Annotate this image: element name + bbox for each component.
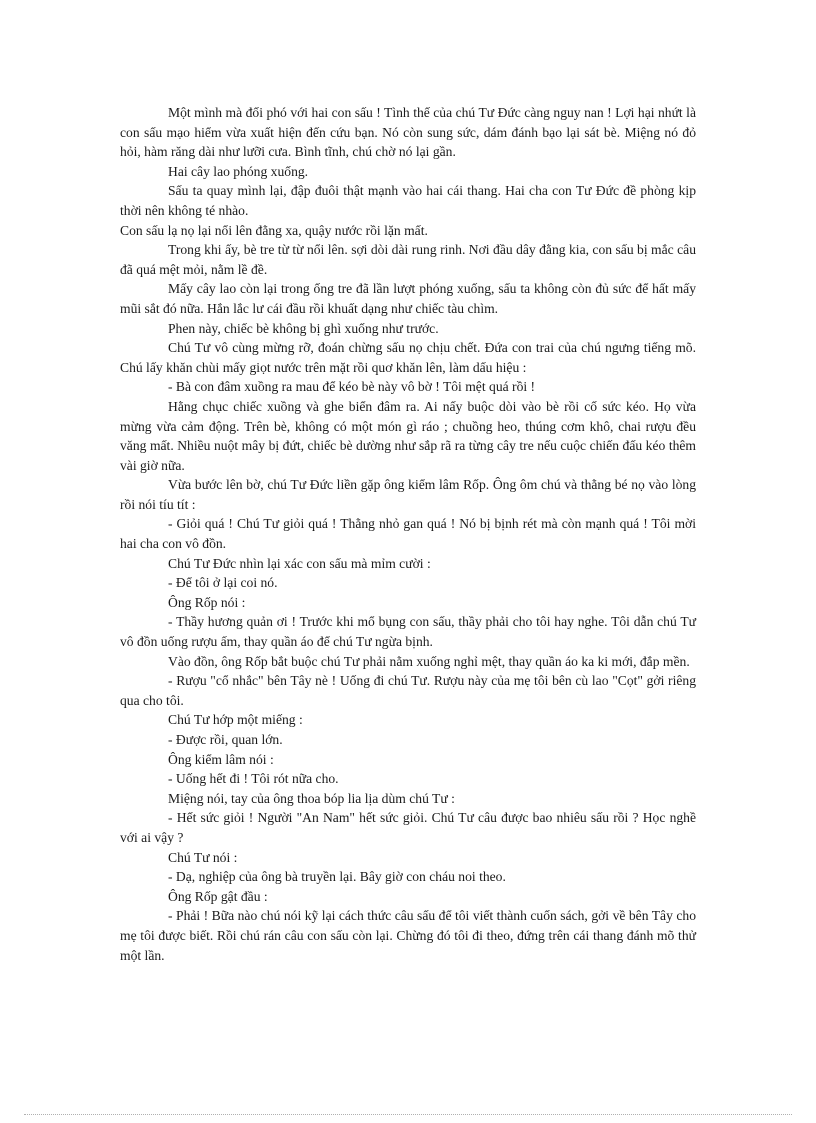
paragraph: Ông Rốp gật đầu :: [168, 888, 268, 904]
paragraph: Mấy cây lao còn lại trong ống tre đã lần lượt phóng xuống, sấu ta không còn đủ sức để hất mấy mũi sắt đó nữa. Hắn lắc lư cái đầu rồi khuất dạng như chiếc tàu chìm.: [120, 281, 696, 316]
paragraph: Chú Tư nói :: [168, 849, 238, 865]
paragraph: Ông Rốp nói :: [168, 594, 246, 610]
paragraph: Chú Tư Đức nhìn lại xác con sấu mà mỉm cười :: [168, 555, 431, 571]
paragraph: - Được rồi, quan lớn.: [168, 732, 283, 747]
paragraph: - Uống hết đi ! Tôi rót nữa cho.: [168, 771, 339, 787]
paragraph: Phen này, chiếc bè không bị ghì xuống như trước.: [168, 320, 439, 336]
paragraph: - Rượu "cổ nhắc" bên Tây nè ! Uống đi chú Tư. Rượu này của mẹ tôi bên cù lao "Cọt" gởi riêng qua cho tôi.: [120, 673, 696, 708]
paragraph: Chú Tư hớp một miếng :: [168, 712, 303, 728]
document-body: [120, 103, 696, 965]
paragraph: - Dạ, nghiệp của ông bà truyền lại. Bây giờ con cháu noi theo.: [168, 869, 506, 885]
paragraph: Vừa bước lên bờ, chú Tư Đức liền gặp ông kiểm lâm Rốp. Ông ôm chú và thằng bé nọ vào lòng rồi nói tíu tít :: [120, 477, 696, 512]
paragraph: - Phải ! Bữa nào chú nói kỹ lại cách thức câu sấu để tôi viết thành cuốn sách, gởi về bên Tây cho mẹ tôi được biết. Rồi chú rán câu con sấu còn lại. Chừng đó tôi đi theo, đứng trên cái thang đánh mõ thử một lần.: [120, 908, 696, 963]
paragraph: Một mình mà đối phó với hai con sấu ! Tình thế của chú Tư Đức càng nguy nan ! Lợi hại nhứt là con sấu mạo hiểm vừa xuất hiện đến cứu bạn. Nó còn sung sức, dám đánh bạo lại sát bè. Miệng nó đỏ hỏi, hàm răng dài như lưỡi cưa. Bình tĩnh, chú chờ nó lại gần.: [120, 105, 696, 160]
paragraph: - Giỏi quá ! Chú Tư giỏi quá ! Thằng nhỏ gan quá ! Nó bị bịnh rét mà còn mạnh quá ! Tôi mời hai cha con vô đồn.: [120, 516, 696, 552]
paragraph: Ông kiểm lâm nói :: [168, 751, 274, 767]
paragraph: Hai cây lao phóng xuống.: [168, 163, 309, 179]
paragraph: - Bà con đâm xuồng ra mau để kéo bè này vô bờ ! Tôi mệt quá rồi !: [168, 379, 536, 395]
paragraph: Vào đồn, ông Rốp bắt buộc chú Tư phải nằm xuống nghỉ mệt, thay quần áo ka ki mới, đắp mền.: [168, 653, 690, 669]
paragraph: - Thầy hương quản ơi ! Trước khi mổ bụng con sấu, thầy phải cho tôi hay nghe. Tôi dẫn chú Tư vô đồn uống rượu ấm, thay quần áo để chú Tư ngừa bịnh.: [120, 614, 696, 650]
page-bottom-divider: [24, 1114, 792, 1115]
paragraph: Miệng nói, tay của ông thoa bóp lia lịa dùm chú Tư :: [168, 790, 455, 806]
paragraph: Chú Tư vô cùng mừng rỡ, đoán chừng sấu nọ chịu chết. Đứa con trai của chú ngưng tiếng mõ. Chú lấy khăn chùi mấy giọt nước trên mặt rồi quơ khăn lên, làm dấu hiệu :: [120, 340, 696, 375]
paragraph: Hằng chục chiếc xuồng và ghe biển đâm ra. Ai nấy buộc dòi vào bè rồi cố sức kéo. Họ vừa mừng vừa cảm động. Trên bè, không có một món gì ráo ; chuồng heo, thúng cơm khô, chai rượu đều văng mất. Nhiều nuột mây bị đứt, chiếc bè dường như sắp rã ra từng cây tre nếu cuộc chiến đấu kéo thêm vài giờ nữa.: [120, 398, 696, 473]
paragraph: - Hết sức giỏi ! Người "An Nam" hết sức giỏi. Chú Tư câu được bao nhiêu sấu rồi ? Học nghề với ai vậy ?: [120, 810, 696, 845]
paragraph: - Để tôi ở lại coi nó.: [168, 575, 278, 591]
paragraph: Con sấu lạ nọ lại nổi lên đằng xa, quậy nước rồi lặn mất.: [120, 222, 428, 238]
paragraph: Sấu ta quay mình lại, đập đuôi thật mạnh vào hai cái thang. Hai cha con Tư Đức đề phòng kịp thời nên không té nhào.: [120, 183, 696, 218]
paragraph: Trong khi ấy, bè tre từ từ nổi lên. sợi dòi dài rung rinh. Nơi đầu dây đằng kia, con sấu bị mắc câu đã quá mệt mỏi, nằm lề đề.: [120, 242, 696, 277]
